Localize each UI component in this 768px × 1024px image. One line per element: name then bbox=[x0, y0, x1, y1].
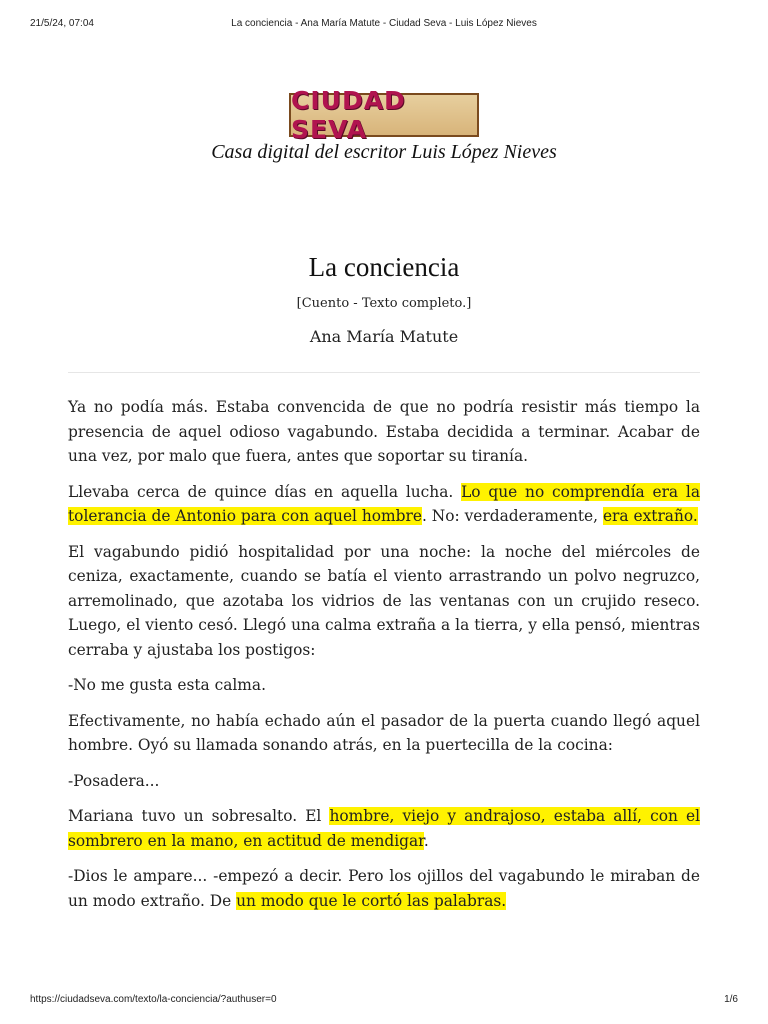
story-paragraph bbox=[68, 540, 700, 663]
print-page-title: La conciencia - Ana María Matute - Ciudad Seva - Luis López Nieves bbox=[231, 18, 537, 29]
site-logo[interactable] bbox=[289, 86, 479, 144]
story-paragraph bbox=[68, 395, 700, 469]
text-segment: Ya no podía más. Estaba convencida de que no podría resistir más tiempo la presencia de aquel odioso vagabundo. Estaba decidida a terminar. Acabar de una vez, por malo que fuera, antes que soportar su tiranía. bbox=[68, 398, 700, 465]
document-author: Ana María Matute bbox=[309, 327, 459, 346]
print-url: https://ciudadseva.com/texto/la-conciencia/?authuser=0 bbox=[30, 994, 277, 1005]
print-footer bbox=[30, 994, 738, 1008]
print-page-number: 1/6 bbox=[724, 994, 738, 1005]
print-header bbox=[30, 18, 738, 32]
highlighted-text: era extraño. bbox=[602, 507, 698, 525]
text-segment: Llevaba cerca de quince días en aquella lucha. bbox=[68, 482, 462, 501]
highlighted-text: Lo que no comprendía era la tolerancia de Antonio para con aquel hombre bbox=[68, 482, 701, 525]
story-paragraph bbox=[68, 709, 700, 758]
story-paragraph bbox=[68, 673, 700, 698]
print-datetime: 21/5/24, 07:04 bbox=[30, 18, 94, 29]
document-subtitle: [Cuento - Texto completo.] bbox=[296, 296, 472, 311]
site-tagline: Casa digital del escritor Luis López Nieves bbox=[211, 141, 557, 163]
text-segment: El vagabundo pidió hospitalidad por una noche: la noche del miércoles de ceniza, exactamente, cuando se batía el viento arrastrando un polvo negruzco, arremolinado, que azotaba los vidrios de las ventanas con un crujido reseco. Luego, el viento cesó. Llegó una calma extraña a la tierra, y ella pensó, mientras cerraba y ajustaba los postigos: bbox=[68, 542, 700, 659]
text-segment: Efectivamente, no había echado aún el pasador de la puerta cuando llegó aquel hombre. Oyó su llamada sonando atrás, en la puertecilla de la cocina: bbox=[68, 711, 700, 754]
story-paragraph bbox=[68, 864, 700, 913]
text-segment: -Posadera... bbox=[68, 771, 160, 790]
text-segment: . No: verdaderamente, bbox=[421, 507, 603, 525]
story-paragraph bbox=[68, 804, 700, 853]
text-segment: Mariana tuvo un sobresalto. El bbox=[68, 807, 330, 825]
highlighted-text: hombre, viejo y andrajoso, estaba allí, con el sombrero en la mano, en actitud de mendigar bbox=[68, 807, 701, 850]
page-title: La conciencia bbox=[308, 252, 460, 282]
story-body bbox=[68, 395, 700, 924]
story-paragraph bbox=[68, 480, 700, 529]
text-segment: -No me gusta esta calma. bbox=[68, 676, 266, 694]
divider bbox=[68, 372, 700, 373]
site-logo-text: CIUDAD SEVA bbox=[291, 86, 406, 144]
highlighted-text: un modo que le cortó las palabras. bbox=[236, 891, 507, 910]
text-segment: -Dios le ampare... -empezó a decir. Pero los ojillos del vagabundo le miraban de un modo extraño. De bbox=[68, 867, 700, 910]
story-paragraph bbox=[68, 769, 700, 794]
text-segment: . bbox=[423, 831, 429, 850]
